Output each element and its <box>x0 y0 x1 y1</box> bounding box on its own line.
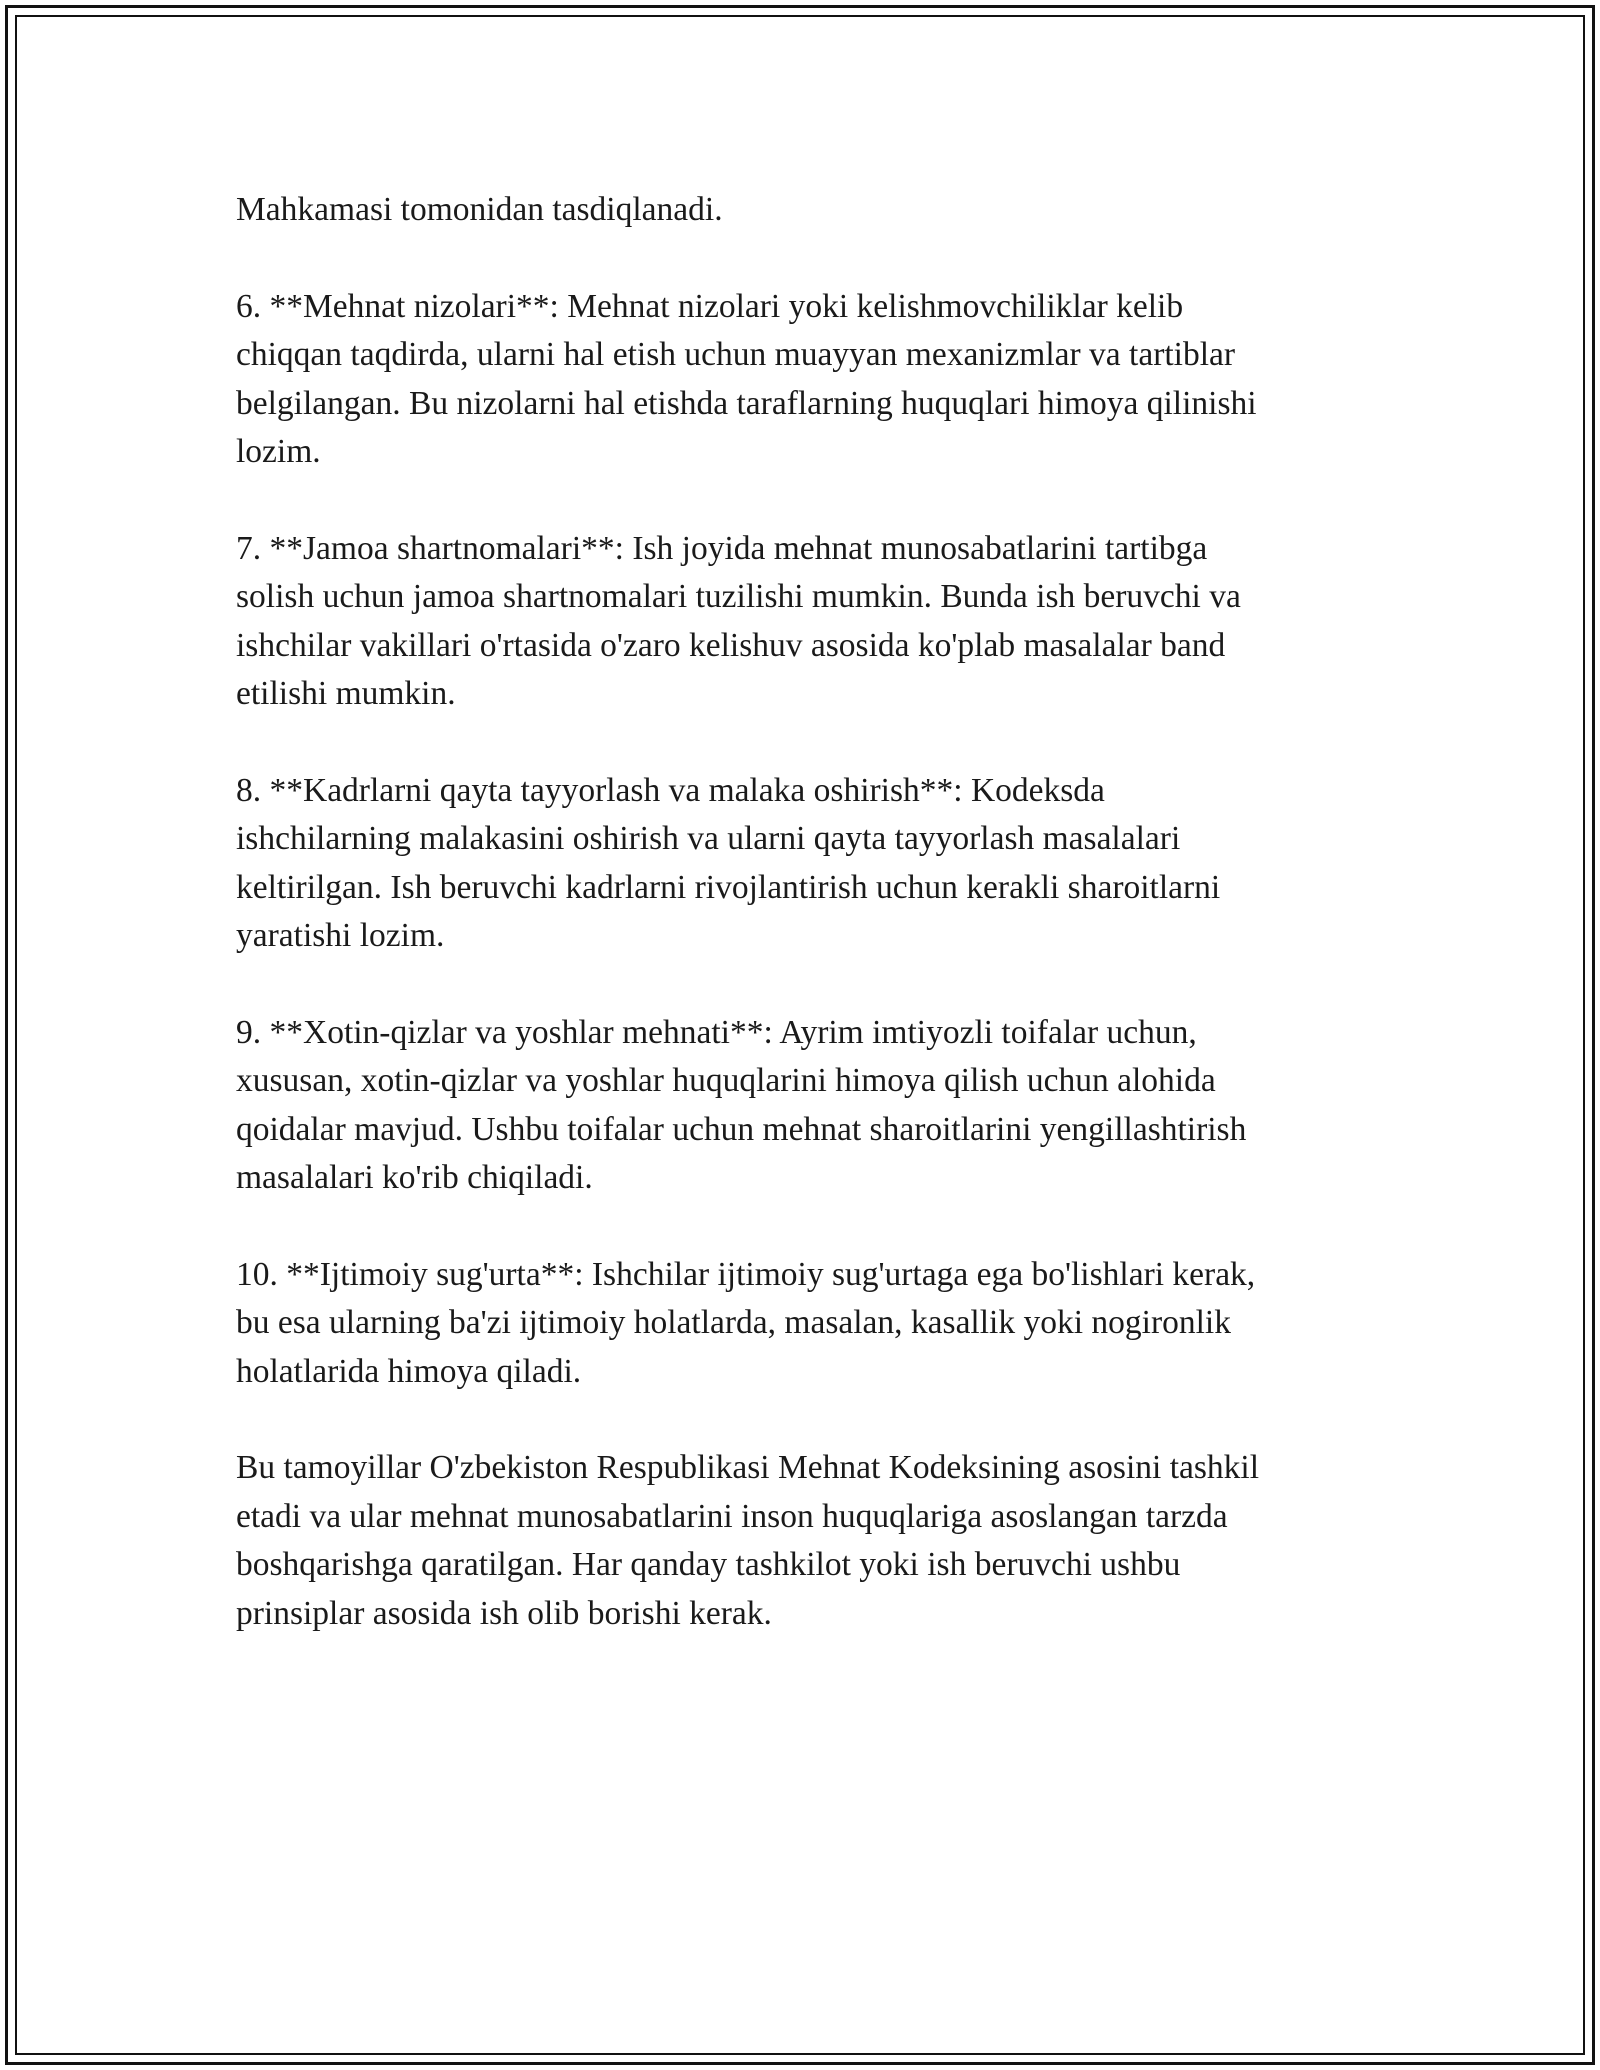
paragraph-continuation: Mahkamasi tomonidan tasdiqlanadi. <box>236 191 723 228</box>
paragraph-xotin-qizlar-yoshlar: 9. **Xotin-qizlar va yoshlar mehnati**: Ayrim imtiyozli toifalar uchun, xususan, xotin-qizlar va yoshlar huquqlarini himoya qilish uchun alohida qoidalar mavjud. Ushbu toifalar uchun mehnat sharoitlarini yengillashtirish masalalari ko'rib chiqiladi. <box>236 1013 1247 1197</box>
paragraph-kadrlarni-qayta-tayyorlash: 8. **Kadrlarni qayta tayyorlash va malaka oshirish**: Kodeksda ishchilarning malakasini oshirish va ularni qayta tayyorlash masalalari keltirilgan. Ish beruvchi kadrlarni rivojlantirish uchun kerakli sharoitlarni yaratishi lozim. <box>236 771 1221 955</box>
paragraph-jamoa-shartnomalari: 7. **Jamoa shartnomalari**: Ish joyida mehnat munosabatlarini tartibga solish uchun jamoa shartnomalari tuzilishi mumkin. Bunda ish beruvchi va ishchilar vakillari o'rtasida o'zaro kelishuv asosida ko'plab masalalar band etilishi mumkin. <box>236 529 1241 713</box>
paragraph-mehnat-nizolari: 6. **Mehnat nizolari**: Mehnat nizolari yoki kelishmovchiliklar kelib chiqqan taqdirda, ularni hal etish uchun muayyan mexanizmlar va tartiblar belgilangan. Bu nizolarni hal etishda taraflarning huquqlari himoya qilinishi lozim. <box>236 287 1257 471</box>
paragraph-conclusion: Bu tamoyillar O'zbekiston Respublikasi Mehnat Kodeksining asosini tashkil etadi va ular mehnat munosabatlarini inson huquqlariga asoslangan tarzda boshqarishga qaratilgan. Har qanday tashkilot yoki ish beruvchi ushbu prinsiplar asosida ish olib borishi kerak. <box>236 1449 1260 1632</box>
paragraph-ijtimoiy-sugurta: 10. **Ijtimoiy sug'urta**: Ishchilar ijtimoiy sug'urtaga ega bo'lishlari kerak, bu esa ularning ba'zi ijtimoiy holatlarda, masalan, kasallik yoki nogironlik holatlarida himoya qiladi. <box>236 1255 1256 1390</box>
document-body <box>236 186 1376 1686</box>
